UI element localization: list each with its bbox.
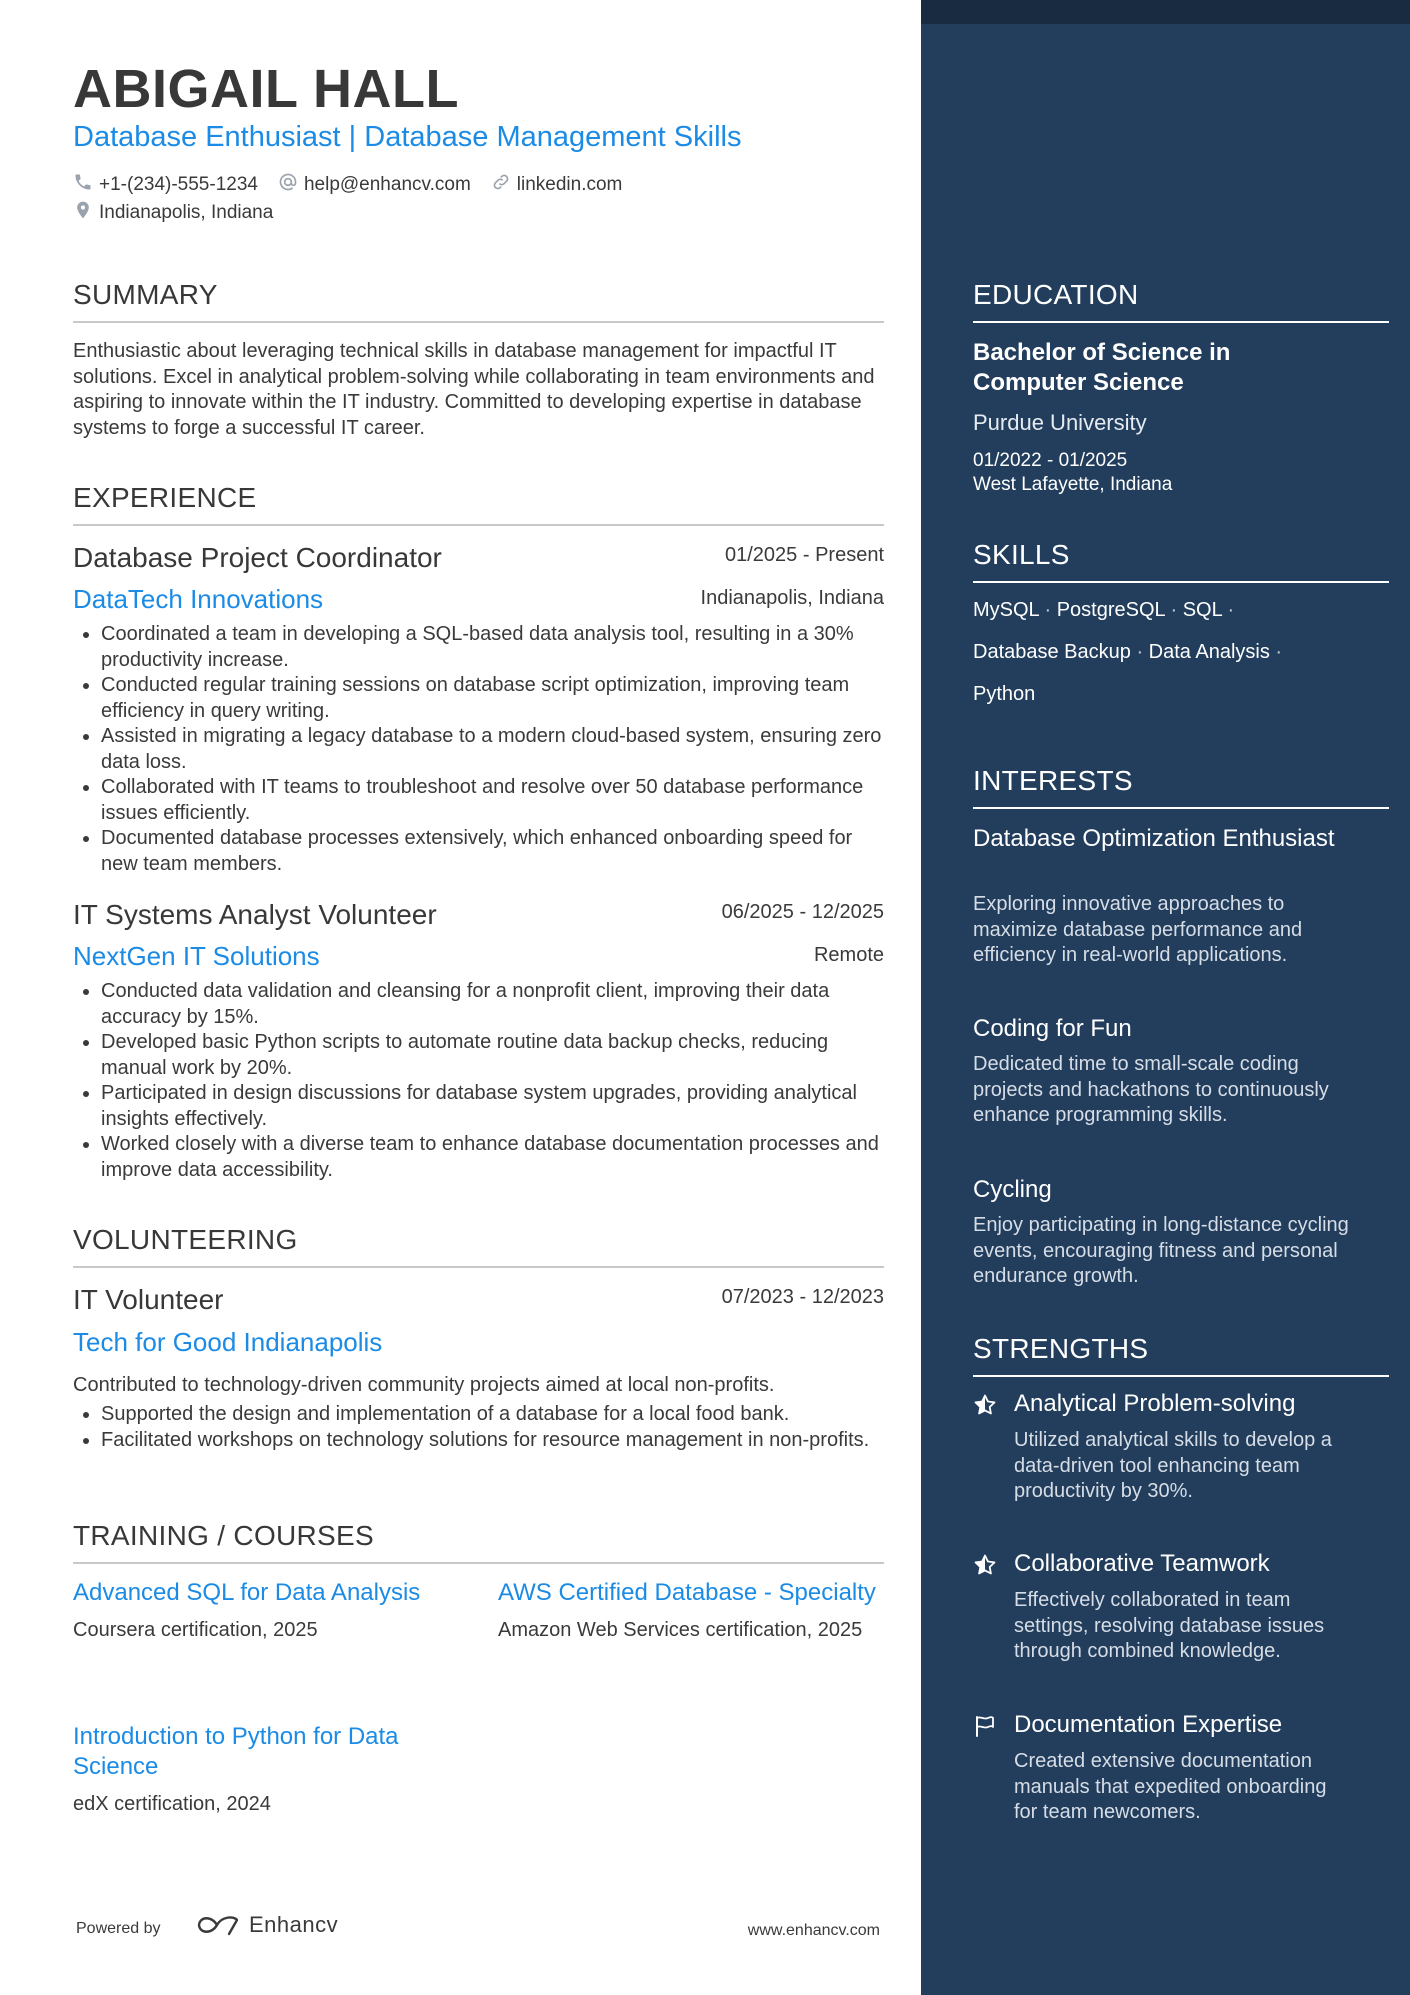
job-location: Indianapolis, Indiana <box>700 587 884 609</box>
volunteering-heading: VOLUNTEERING <box>73 1224 884 1268</box>
link-icon <box>491 172 517 198</box>
course-provider: Coursera certification, 2025 <box>73 1619 318 1641</box>
experience-heading: EXPERIENCE <box>73 482 884 526</box>
course-item <box>73 1578 473 1644</box>
enhancv-brand: Enhancv <box>249 1912 339 1937</box>
skill-tag: Database Backup <box>973 641 1131 663</box>
volunteer-org: Tech for Good Indianapolis <box>73 1327 383 1357</box>
education-location: West Lafayette, Indiana <box>973 474 1173 495</box>
job-company: NextGen IT Solutions <box>73 941 320 971</box>
strengths-heading: STRENGTHS <box>973 1333 1389 1377</box>
volunteer-description: Contributed to technology-driven community projects aimed at local non-profits. <box>73 1374 775 1396</box>
job-bullets <box>73 622 884 877</box>
sidebar-top-band <box>921 0 1410 24</box>
bullet-item: • Conducted data validation and cleansing for a nonprofit client, improving their data accuracy by 15%. <box>101 979 884 1030</box>
strength-title: Documentation Expertise <box>1014 1711 1283 1738</box>
skill-tag: PostgreSQL <box>1056 599 1165 621</box>
bullet-item: • Coordinated a team in developing a SQL-based data analysis tool, resulting in a 30% productivity increase. <box>101 622 884 673</box>
interests-heading: INTERESTS <box>973 765 1389 809</box>
education-heading: EDUCATION <box>973 279 1389 323</box>
strength-title: Collaborative Teamwork <box>1014 1550 1270 1577</box>
course-title: Introduction to Python for Data Science <box>73 1723 399 1780</box>
bullet-item: • Conducted regular training sessions on database script optimization, improving team efficiency in query writing. <box>101 673 884 724</box>
bullet-item: • Collaborated with IT teams to troubleshoot and resolve over 50 database performance issues efficiently. <box>101 775 884 826</box>
skill-tag: MySQL <box>973 599 1039 621</box>
candidate-name: ABIGAIL HALL <box>73 59 459 119</box>
contact-row <box>73 172 622 198</box>
phone-icon <box>73 172 99 198</box>
bullet-item: • Facilitated workshops on technology solutions for resource management in non-profits. <box>101 1428 884 1454</box>
interest-text: Exploring innovative approaches to maximize database performance and efficiency in real-world applications. <box>973 893 1303 966</box>
volunteer-bullets <box>73 1402 884 1453</box>
sidebar <box>921 0 1410 1995</box>
strength-text: Created extensive documentation manuals that expedited onboarding for team newcomers. <box>1014 1750 1327 1823</box>
summary-heading: SUMMARY <box>73 279 884 323</box>
bullet-item: • Developed basic Python scripts to automate routine data backup checks, reducing manual work by 20%. <box>101 1030 884 1081</box>
skills-heading: SKILLS <box>973 539 1389 583</box>
skills-row <box>973 641 1282 664</box>
degree: Bachelor of Science in Computer Science <box>973 339 1231 396</box>
skill-separator: · <box>1044 599 1057 621</box>
skill-separator: · <box>1227 599 1235 621</box>
interest-text: Enjoy participating in long-distance cycling events, encouraging fitness and personal endurance growth. <box>973 1214 1349 1287</box>
star-half-icon <box>973 1393 997 1422</box>
bullet-item: • Documented database processes extensively, which enhanced onboarding speed for new team members. <box>101 826 884 877</box>
location-row <box>73 200 273 226</box>
strength-title: Analytical Problem-solving <box>1014 1390 1296 1417</box>
enhancv-url[interactable]: www.enhancv.com <box>747 1922 880 1939</box>
course-title: Advanced SQL for Data Analysis <box>73 1579 421 1606</box>
phone-text[interactable]: +1-(234)-555-1234 <box>99 174 258 195</box>
skills-row <box>973 599 1234 622</box>
linkedin-link[interactable]: linkedin.com <box>516 174 623 195</box>
interest-title: Coding for Fun <box>973 1015 1132 1042</box>
skill-tag: Data Analysis <box>1148 641 1270 663</box>
strength-text: Utilized analytical skills to develop a data-driven tool enhancing team productivity by 30%. <box>1014 1429 1332 1502</box>
job-role: Database Project Coordinator <box>73 542 442 573</box>
strength-text: Effectively collaborated in team settings, resolving database issues through combined knowledge. <box>1014 1589 1325 1662</box>
skill-tag: SQL <box>1182 599 1222 621</box>
location-pin-icon <box>73 200 99 226</box>
interest-title: Cycling <box>973 1176 1052 1203</box>
summary-text: Enthusiastic about leveraging technical skills in database management for impactful IT solutions. Excel in analytical problem-solving while collaborating in team environments and aspiring to innovate within the IT industry. Committed to developing expertise in database systems to forge a successful IT career. <box>73 340 875 439</box>
job-company: DataTech Innovations <box>73 584 324 614</box>
tagline: Database Enthusiast | Database Management Skills <box>73 121 742 153</box>
job-dates: 06/2025 - 12/2025 <box>721 901 884 923</box>
job-role: IT Systems Analyst Volunteer <box>73 899 437 930</box>
job-bullets <box>73 979 884 1183</box>
volunteer-dates: 07/2023 - 12/2023 <box>721 1286 884 1308</box>
bullet-item: • Participated in design discussions for database system upgrades, providing analytical insights effectively. <box>101 1081 884 1132</box>
skill-separator: · <box>1136 641 1149 663</box>
flag-icon <box>973 1714 997 1743</box>
email-link[interactable]: help@enhancv.com <box>303 174 471 195</box>
bullet-item: • Assisted in migrating a legacy database to a modern cloud-based system, ensuring zero data loss. <box>101 724 884 775</box>
course-item <box>498 1578 884 1644</box>
skill-separator: · <box>1170 599 1183 621</box>
star-half-icon <box>973 1553 997 1582</box>
training-heading: TRAINING / COURSES <box>73 1520 884 1564</box>
skill-separator: · <box>1275 641 1283 663</box>
bullet-item: • Worked closely with a diverse team to enhance database documentation processes and improve data accessibility. <box>101 1132 884 1183</box>
job-location: Remote <box>813 944 884 966</box>
enhancv-logo-icon <box>195 1912 241 1938</box>
powered-by-label: Powered by <box>76 1920 161 1937</box>
interest-text: Dedicated time to small-scale coding projects and hackathons to continuously enhance programming skills. <box>973 1053 1329 1126</box>
skills-row <box>973 683 1035 706</box>
course-provider: Amazon Web Services certification, 2025 <box>498 1619 863 1641</box>
course-item <box>73 1722 473 1818</box>
volunteer-role: IT Volunteer <box>73 1284 224 1315</box>
course-provider: edX certification, 2024 <box>73 1793 271 1815</box>
course-title: AWS Certified Database - Specialty <box>498 1579 876 1606</box>
interest-title: Database Optimization Enthusiast <box>973 825 1335 852</box>
at-icon <box>278 172 304 198</box>
location-text: Indianapolis, Indiana <box>99 202 274 223</box>
skill-tag: Python <box>973 683 1036 705</box>
education-dates: 01/2022 - 01/2025 <box>973 450 1128 471</box>
school: Purdue University <box>973 410 1147 435</box>
job-dates: 01/2025 - Present <box>725 544 884 566</box>
bullet-item: • Supported the design and implementation of a database for a local food bank. <box>101 1402 884 1428</box>
enhancv-logo[interactable] <box>195 1912 338 1938</box>
